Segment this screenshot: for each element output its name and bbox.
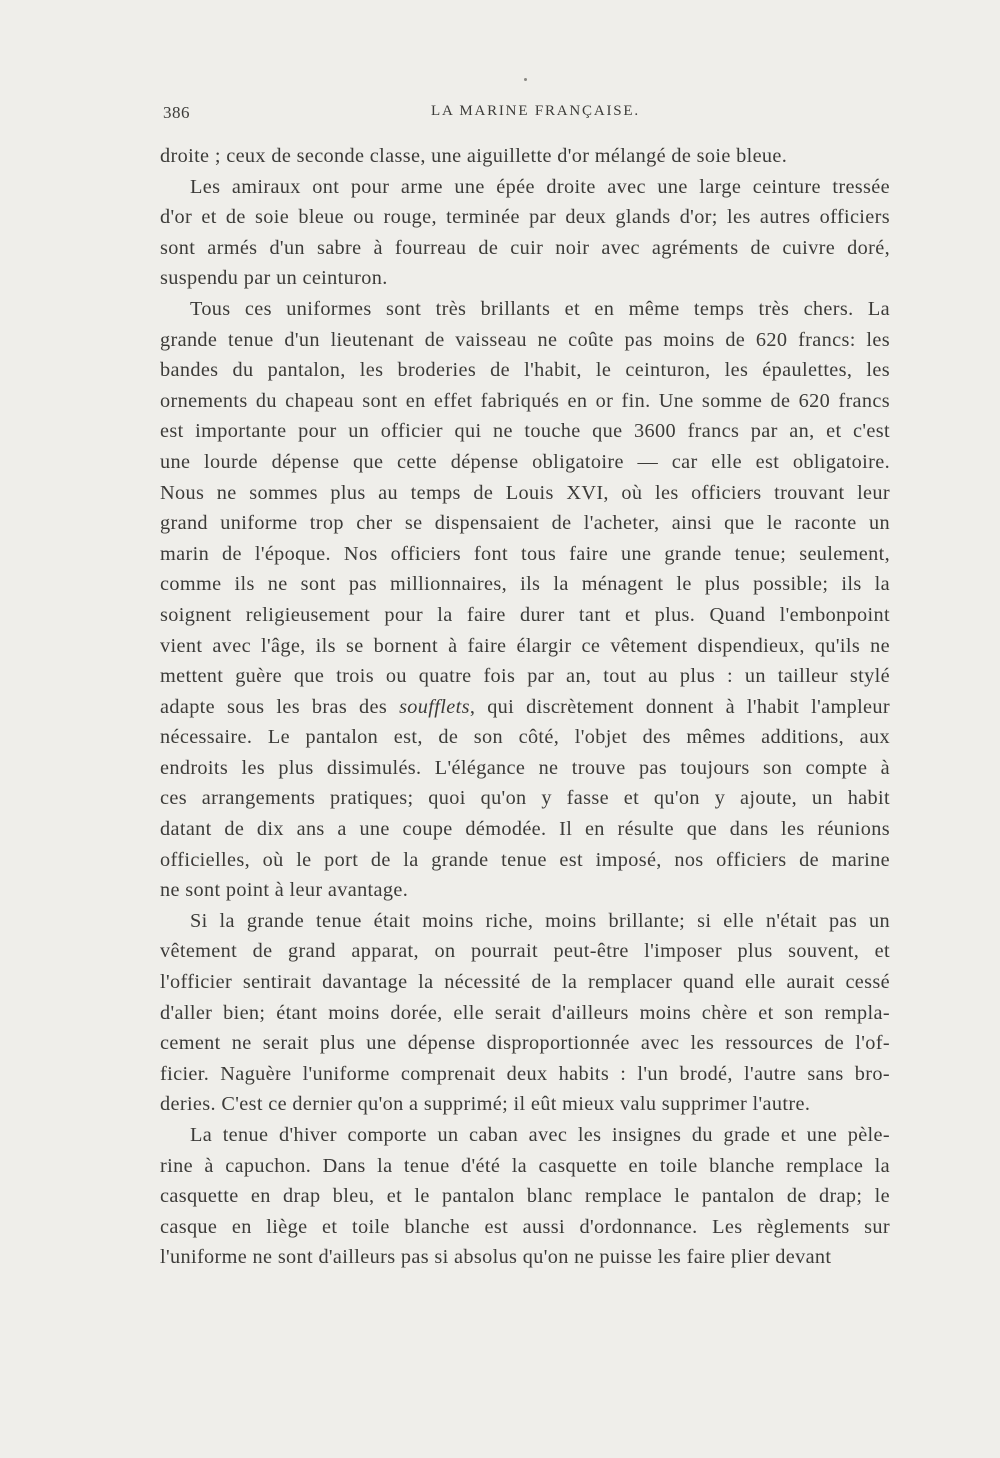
text-line: La tenue d'hiver comporte un caban avec les insignes du grade et une pèle-: [190, 1124, 890, 1146]
text-line: ficier. Naguère l'uniforme comprenait deux habits : l'un brodé, l'autre sans bro-: [160, 1062, 890, 1085]
text-line: marin de l'époque. Nos officiers font tous faire une grande tenue; seulement,: [160, 542, 890, 565]
text-line: d'aller bien; étant moins dorée, elle serait d'ailleurs moins chère et son rempla-: [160, 1001, 890, 1024]
text-line: casquette en drap bleu, et le pantalon blanc remplace le pantalon de drap; le: [160, 1185, 890, 1208]
body-text: [160, 141, 890, 1273]
text-line: mettent guère que trois ou quatre fois par an, tout au plus : un tailleur stylé: [160, 665, 890, 688]
text-line: une lourde dépense que cette dépense obligatoire — car elle est obligatoire.: [160, 450, 890, 473]
page-number: 386: [163, 103, 190, 122]
text-line: soignent religieusement pour la faire durer tant et plus. Quand l'embonpoint: [160, 603, 890, 626]
text-line: bandes du pantalon, les broderies de l'habit, le ceinturon, les épaulettes, les: [160, 359, 890, 382]
text-line: vient avec l'âge, ils se bornent à faire élargir ce vêtement dispendieux, qu'ils ne: [160, 634, 890, 657]
text-line: droite ; ceux de seconde classe, une aiguillette d'or mélangé de soie bleue.: [160, 145, 788, 167]
paragraph: [160, 294, 890, 906]
paragraph: [160, 1120, 890, 1273]
print-speck: [524, 78, 527, 81]
text-line: Nous ne sommes plus au temps de Louis XVI, où les officiers trouvant leur: [160, 481, 890, 504]
paragraph: [160, 172, 890, 294]
text-line: cement ne serait plus une dépense disproportionnée avec les ressources de l'of-: [160, 1032, 890, 1055]
text-line: l'uniforme ne sont d'ailleurs pas si absolus qu'on ne puisse les faire plier devant: [160, 1246, 832, 1269]
text-line: l'officier sentirait davantage la nécessité de la remplacer quand elle aurait cessé: [160, 971, 890, 994]
text-line: Tous ces uniformes sont très brillants et en même temps très chers. La: [190, 297, 890, 320]
text-line: suspendu par un ceinturon.: [160, 267, 388, 290]
text-line: deries. C'est ce dernier qu'on a supprimé; il eût mieux valu supprimer l'autre.: [160, 1093, 811, 1116]
text-line: officielles, où le port de la grande tenue est imposé, nos officiers de marine: [160, 848, 890, 871]
text-line: grand uniforme trop cher se dispensaient de l'acheter, ainsi que le raconte un: [160, 512, 890, 535]
paragraph: [160, 141, 890, 172]
text-line: vêtement de grand apparat, on pourrait peut-être l'imposer plus souvent, et: [160, 940, 890, 963]
text-line: ces arrangements pratiques; quoi qu'on y fasse et qu'on y ajoute, un habit: [160, 787, 890, 810]
text-line: nécessaire. Le pantalon est, de son côté, l'objet des mêmes additions, aux: [160, 726, 890, 749]
page-header: [163, 103, 893, 127]
text-line: ornements du chapeau sont en effet fabriqués en or fin. Une somme de 620 francs: [160, 389, 890, 412]
text-line: grande tenue d'un lieutenant de vaisseau ne coûte pas moins de 620 francs: les: [160, 328, 890, 351]
text-line: ne sont point à leur avantage.: [160, 879, 409, 902]
text-line: adapte sous les bras des soufflets, qui discrètement donnent à l'habit l'ampleur: [160, 695, 890, 718]
paragraph: [160, 906, 890, 1120]
text-line: datant de dix ans a une coupe démodée. Il en résulte que dans les réunions: [160, 818, 890, 841]
text-line: casque en liège et toile blanche est aussi d'ordonnance. Les règlements sur: [160, 1215, 890, 1238]
text-line: comme ils ne sont pas millionnaires, ils la ménagent le plus possible; ils la: [160, 573, 890, 596]
text-line: rine à capuchon. Dans la tenue d'été la casquette en toile blanche remplace la: [160, 1154, 890, 1177]
text-line: d'or et de soie bleue ou rouge, terminée par deux glands d'or; les autres officiers: [160, 206, 890, 229]
text-line: Si la grande tenue était moins riche, moins brillante; si elle n'était pas un: [190, 909, 890, 932]
text-line: endroits les plus dissimulés. L'élégance ne trouve pas toujours son compte à: [160, 756, 890, 779]
running-title: LA MARINE FRANÇAISE.: [431, 103, 640, 119]
text-line: Les amiraux ont pour arme une épée droite avec une large ceinture tressée: [190, 175, 890, 198]
text-line: est importante pour un officier qui ne touche que 3600 francs par an, et c'est: [160, 420, 890, 443]
text-line: sont armés d'un sabre à fourreau de cuir noir avec agréments de cuivre doré,: [160, 236, 890, 259]
